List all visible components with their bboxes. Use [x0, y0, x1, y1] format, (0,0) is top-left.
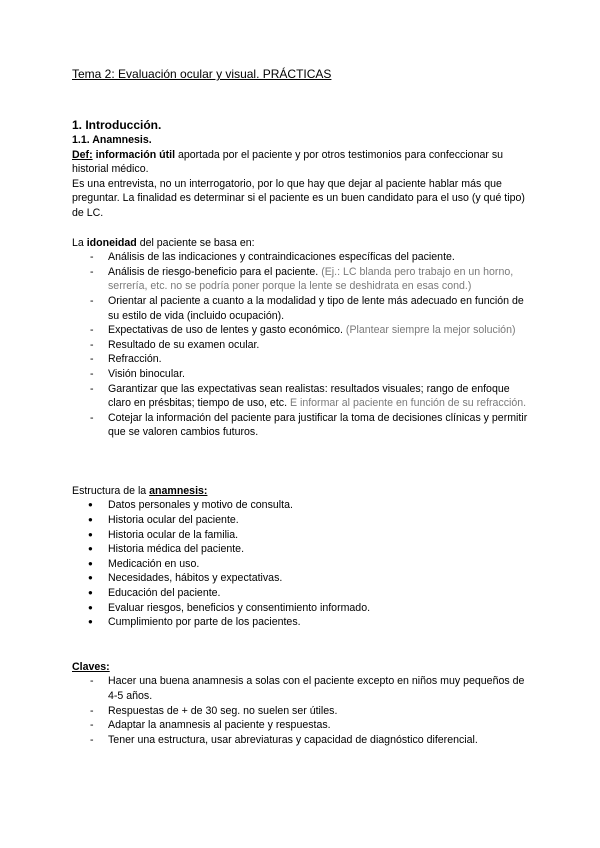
- list-item: ● Cumplimiento por parte de los pacientes.: [72, 615, 532, 630]
- list-item: ● Historia ocular de la familia.: [72, 528, 532, 543]
- list-item: - Garantizar que las expectativas sean realistas: resultados visuales; rango de enfoque claro en présbitas; tiempo de uso, etc. E informar al paciente en función de su refracción.: [72, 382, 532, 411]
- list-item: - Análisis de las indicaciones y contraindicaciones específicas del paciente.: [72, 250, 532, 265]
- list-item: ● Educación del paciente.: [72, 586, 532, 601]
- estructura-list: [72, 498, 532, 629]
- definition-bold-term: información útil: [95, 148, 176, 161]
- list-item: - Hacer una buena anamnesis a solas con el paciente excepto en niños muy pequeños de 4-5 años.: [72, 674, 532, 703]
- list-item: - Adaptar la anamnesis al paciente y respuestas.: [72, 718, 532, 733]
- list-item: - Orientar al paciente a cuanto a la modalidad y tipo de lente más adecuado en función de su estilo de vida (incluido ocupación).: [72, 294, 532, 323]
- estructura-intro: [72, 484, 532, 499]
- list-item: ● Medicación en uso.: [72, 557, 532, 572]
- idoneidad-intro-bold: idoneidad: [86, 236, 137, 249]
- list-item: - Resultado de su examen ocular.: [72, 338, 532, 353]
- definition-paragraph: [72, 148, 532, 177]
- list-item: - Refracción.: [72, 352, 532, 367]
- list-item: ● Necesidades, hábitos y expectativas.: [72, 571, 532, 586]
- document-title: Tema 2: Evaluación ocular y visual. PRÁCTICAS: [72, 67, 332, 81]
- list-item: - Visión binocular.: [72, 367, 532, 382]
- claves-list: [72, 674, 532, 747]
- estructura-intro-bold: anamnesis:: [149, 484, 208, 497]
- list-item: - Respuestas de + de 30 seg. no suelen ser útiles.: [72, 704, 532, 719]
- definition-label: Def:: [72, 148, 93, 161]
- document-page: [72, 66, 532, 747]
- list-item: ● Historia ocular del paciente.: [72, 513, 532, 528]
- estructura-intro-pre: Estructura de la: [72, 484, 150, 497]
- list-item: ● Evaluar riesgos, beneficios y consentimiento informado.: [72, 601, 532, 616]
- list-item: ● Historia médica del paciente.: [72, 542, 532, 557]
- claves-heading: Claves:: [72, 660, 110, 673]
- idoneidad-list: [72, 250, 532, 440]
- idoneidad-intro: [72, 236, 532, 251]
- list-item: - Cotejar la información del paciente para justificar la toma de decisiones clínicas y permitir que se valoren cambios futuros.: [72, 411, 532, 440]
- intro-paragraph: Es una entrevista, no un interrogatorio, por lo que hay que dejar al paciente hablar más que preguntar. La finalidad es determinar si el paciente es un buen candidato para el uso (y qué tipo) de LC.: [72, 177, 525, 219]
- list-item: - Expectativas de uso de lentes y gasto económico. (Plantear siempre la mejor solución): [72, 323, 532, 338]
- idoneidad-intro-post: del paciente se basa en:: [136, 236, 255, 249]
- section-heading-introduccion: 1. Introducción.: [72, 118, 162, 132]
- definition-text: aportada por el paciente y por otros testimonios para confeccionar su historial médico.: [72, 148, 504, 176]
- idoneidad-intro-pre: La: [72, 236, 87, 249]
- list-item: - Tener una estructura, usar abreviaturas y capacidad de diagnóstico diferencial.: [72, 733, 532, 748]
- subsection-heading-anamnesis: 1.1. Anamnesis.: [72, 134, 152, 146]
- list-item: ● Datos personales y motivo de consulta.: [72, 498, 532, 513]
- list-item: - Análisis de riesgo-beneficio para el paciente. (Ej.: LC blanda pero trabajo en un horno, serrería, etc. no se podría poner porque la lente se deshidrata en esas cond.): [72, 265, 532, 294]
